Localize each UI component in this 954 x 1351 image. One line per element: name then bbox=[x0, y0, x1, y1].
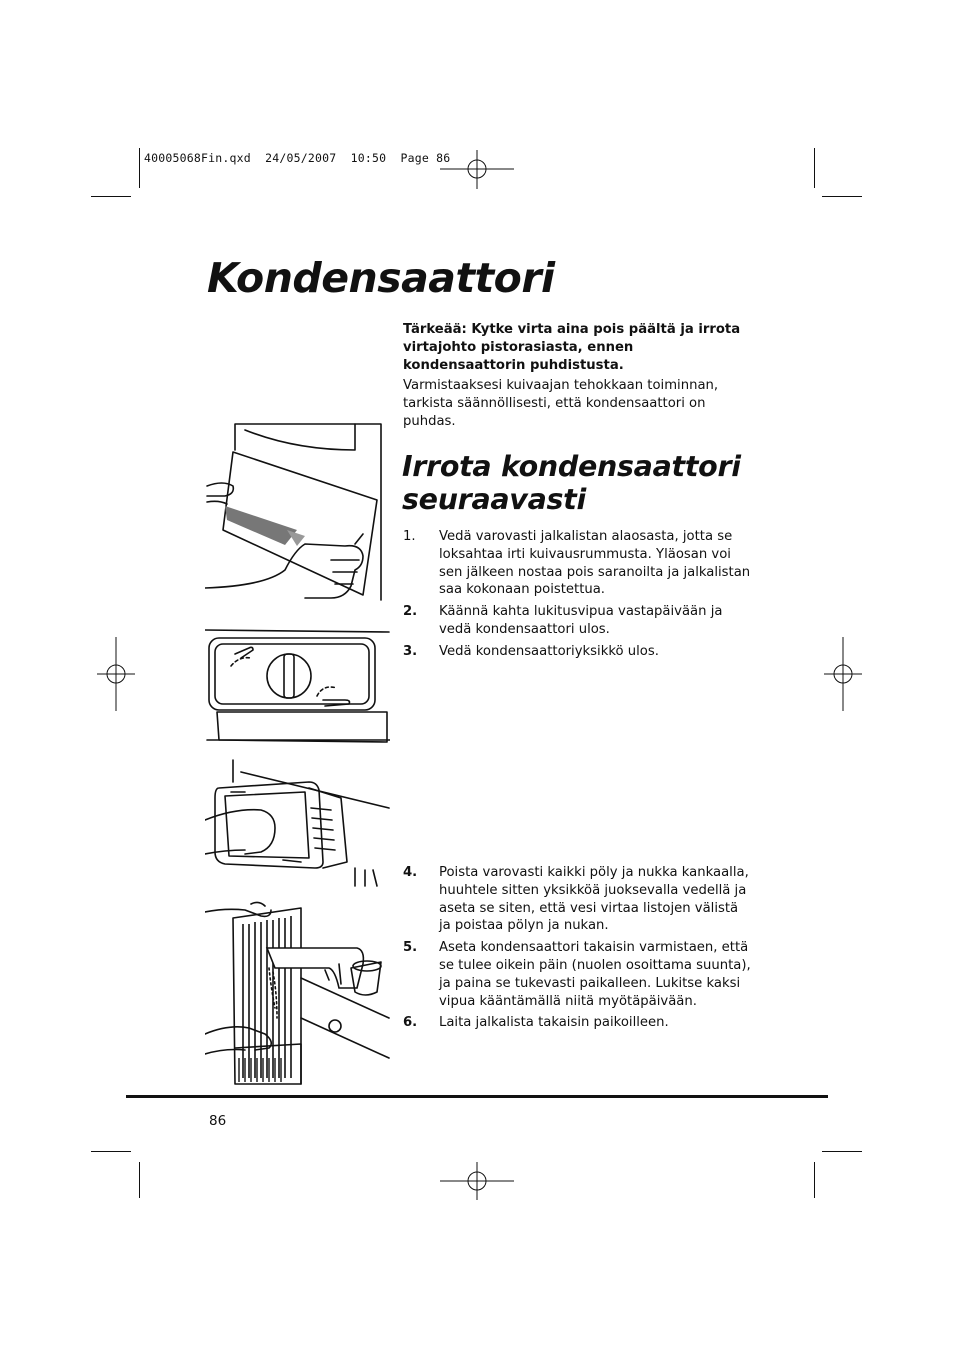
step-number: 5. bbox=[403, 940, 418, 956]
lock-levers-illustration bbox=[205, 628, 390, 746]
steps-list-b bbox=[403, 864, 753, 1036]
remove-plinth-illustration bbox=[205, 420, 390, 610]
step-text: Laita jalkalista takaisin paikoilleen. bbox=[439, 1015, 669, 1031]
step-item bbox=[403, 603, 753, 639]
step-text: Vedä varovasti jalkalistan alaosasta, jotta se loksahtaa irti kuivausrummusta. Yläosan voi sen jälkeen nostaa pois saranoilta ja jalkalistan saa kokonaan poistettua. bbox=[439, 529, 751, 598]
step-number: 3. bbox=[403, 643, 418, 659]
step-number: 4. bbox=[403, 865, 418, 880]
step-number: 1. bbox=[403, 529, 416, 544]
section-subtitle: Irrota kondensaattori seuraavasti bbox=[402, 450, 741, 516]
rinse-condenser-illustration bbox=[205, 898, 390, 1086]
step-number: 6. bbox=[403, 1015, 418, 1031]
step-text: Vedä kondensaattoriyksikkö ulos. bbox=[439, 643, 659, 659]
step-number: 2. bbox=[403, 604, 418, 620]
intro-paragraph: Varmistaaksesi kuivaajan tehokkaan toiminnan, tarkista säännöllisesti, että kondensaattori on puhdas. bbox=[403, 378, 719, 429]
step-item bbox=[403, 1014, 753, 1032]
pull-condenser-illustration bbox=[205, 758, 390, 890]
page-title: Kondensaattori bbox=[207, 254, 555, 302]
file-slug: 40005068Fin.qxd 24/05/2007 10:50 Page 86 bbox=[144, 151, 451, 165]
step-item bbox=[403, 528, 753, 599]
page-number: 86 bbox=[209, 1113, 227, 1129]
step-text: Aseta kondensaattori takaisin varmistaen, että se tulee oikein päin (nuolen osoittama suunta), ja paina se tukevasti paikalleen. Lukitse kaksi vipua kääntämällä niitä myötäpäivään. bbox=[439, 940, 751, 1009]
step-item bbox=[403, 939, 753, 1010]
steps-list-a bbox=[403, 528, 753, 665]
step-item bbox=[403, 643, 753, 661]
step-item bbox=[403, 864, 753, 935]
safety-warning: Tärkeää: Kytke virta aina pois päältä ja irrota virtajohto pistorasiasta, ennen kondensaattorin puhdistusta. bbox=[403, 322, 741, 373]
step-text: Käännä kahta lukitusvipua vastapäivään ja vedä kondensaattori ulos. bbox=[439, 604, 723, 637]
footer-rule bbox=[126, 1095, 828, 1098]
step-text: Poista varovasti kaikki pöly ja nukka kankaalla, huuhtele sitten yksikköä juoksevalla vedellä ja aseta se siten, että vesi virtaa listojen välistä ja poistaa pölyn ja nukan. bbox=[439, 865, 749, 934]
